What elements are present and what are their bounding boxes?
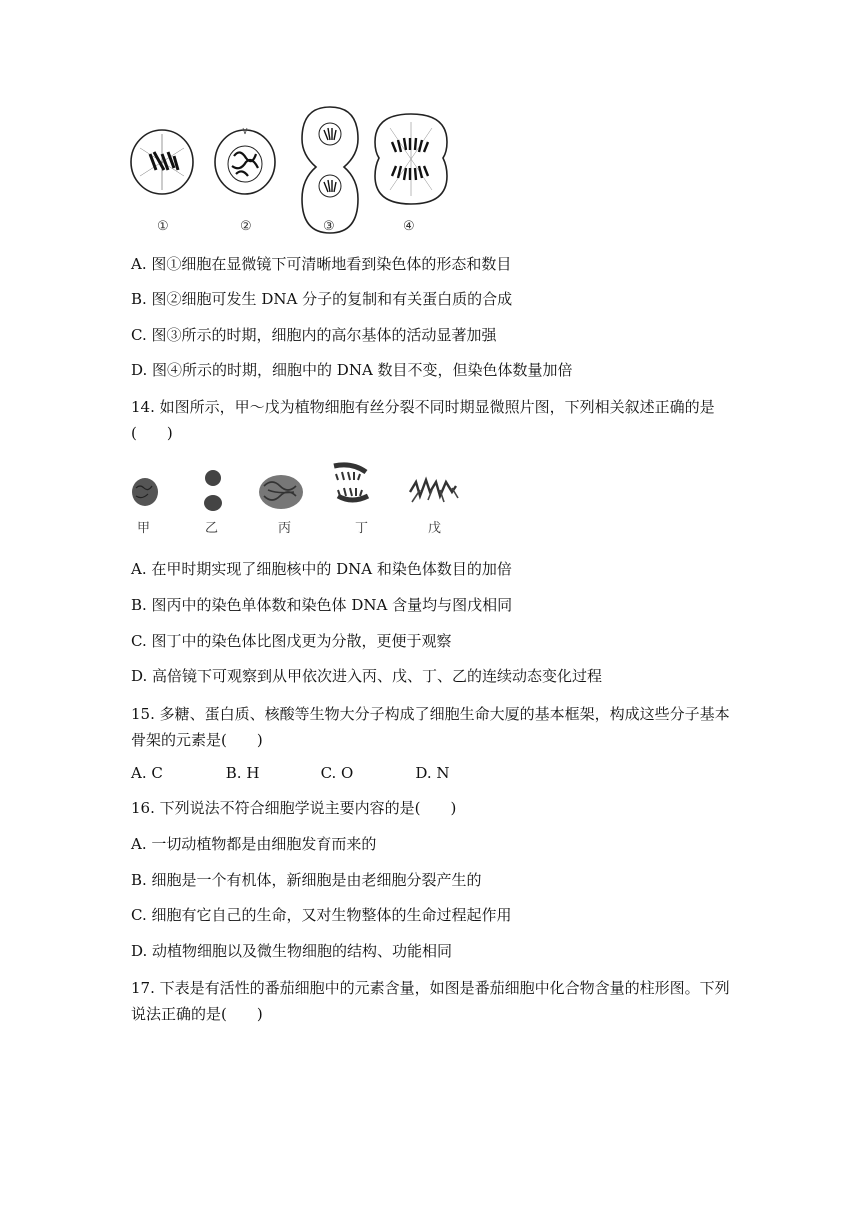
- micrograph-figure: [128, 462, 473, 512]
- q16-option-c: C. 细胞有它自己的生命，又对生物整体的生命过程起作用: [131, 906, 512, 924]
- q16-option-b: B. 细胞是一个有机体，新细胞是由老细胞分裂产生的: [131, 871, 482, 889]
- q16-option-d: D. 动植物细胞以及微生物细胞的结构、功能相同: [131, 942, 453, 960]
- cell-2-prophase: [215, 128, 275, 194]
- cell-4-anaphase: [375, 114, 447, 204]
- micrograph-label-bing: 丙: [278, 521, 292, 536]
- micrograph-label-wu: 戊: [428, 521, 442, 536]
- q13-option-c: C. 图③所示的时期，细胞内的高尔基体的活动显著加强: [131, 326, 497, 344]
- micrograph-label-yi: 乙: [205, 521, 219, 536]
- figure-label-2: ②: [240, 219, 252, 234]
- micrograph-label-ding: 丁: [355, 521, 369, 536]
- micrograph-wu: [410, 480, 458, 502]
- q14-option-c: C. 图丁中的染色体比图戊更为分散，更便于观察: [131, 632, 452, 650]
- figure-label-1: ①: [157, 219, 169, 234]
- q14-option-b: B. 图丙中的染色单体数和染色体 DNA 含量均与图戊相同: [131, 596, 513, 614]
- q13-option-a: A. 图①细胞在显微镜下可清晰地看到染色体的形态和数目: [131, 255, 512, 273]
- cell-3-telophase: [302, 107, 358, 233]
- q15-option-c: C. O: [320, 764, 354, 782]
- micrograph-label-jia: 甲: [137, 521, 151, 536]
- micrograph-bing: [259, 475, 303, 509]
- figure-label-3: ③: [323, 219, 335, 234]
- q16-option-a: A. 一切动植物都是由细胞发育而来的: [131, 835, 377, 853]
- mitosis-cell-figure: [128, 104, 458, 238]
- q16-stem: 16. 下列说法不符合细胞学说主要内容的是( ): [131, 799, 457, 817]
- figure-label-4: ④: [403, 219, 415, 234]
- q13-option-b: B. 图②细胞可发生 DNA 分子的复制和有关蛋白质的合成: [131, 290, 513, 308]
- q14-option-d: D. 高倍镜下可观察到从甲依次进入丙、戊、丁、乙的连续动态变化过程: [131, 667, 603, 685]
- micrograph-ding: [334, 465, 368, 500]
- micrograph-jia: [132, 478, 158, 506]
- q14-option-a: A. 在甲时期实现了细胞核中的 DNA 和染色体数目的加倍: [131, 560, 512, 578]
- q17-stem: 17. 下表是有活性的番茄细胞中的元素含量，如图是番茄细胞中化合物含量的柱形图。下列说法正确的是( ): [131, 979, 730, 1023]
- q15-options: [131, 762, 505, 784]
- q15-option-b: B. H: [225, 764, 260, 782]
- cell-1-metaphase: [131, 130, 193, 194]
- micrograph-yi: [204, 470, 222, 511]
- q13-option-d: D. 图④所示的时期，细胞中的 DNA 数目不变，但染色体数量加倍: [131, 361, 573, 379]
- q15-stem: 15. 多糖、蛋白质、核酸等生物大分子构成了细胞生命大厦的基本框架，构成这些分子基本骨架的元素是( ): [131, 705, 730, 749]
- q15-option-a: A. C: [131, 764, 163, 782]
- q15-option-d: D. N: [415, 764, 450, 782]
- q14-stem: 14. 如图所示，甲～戊为植物细胞有丝分裂不同时期显微照片图，下列相关叙述正确的是( ): [131, 398, 715, 442]
